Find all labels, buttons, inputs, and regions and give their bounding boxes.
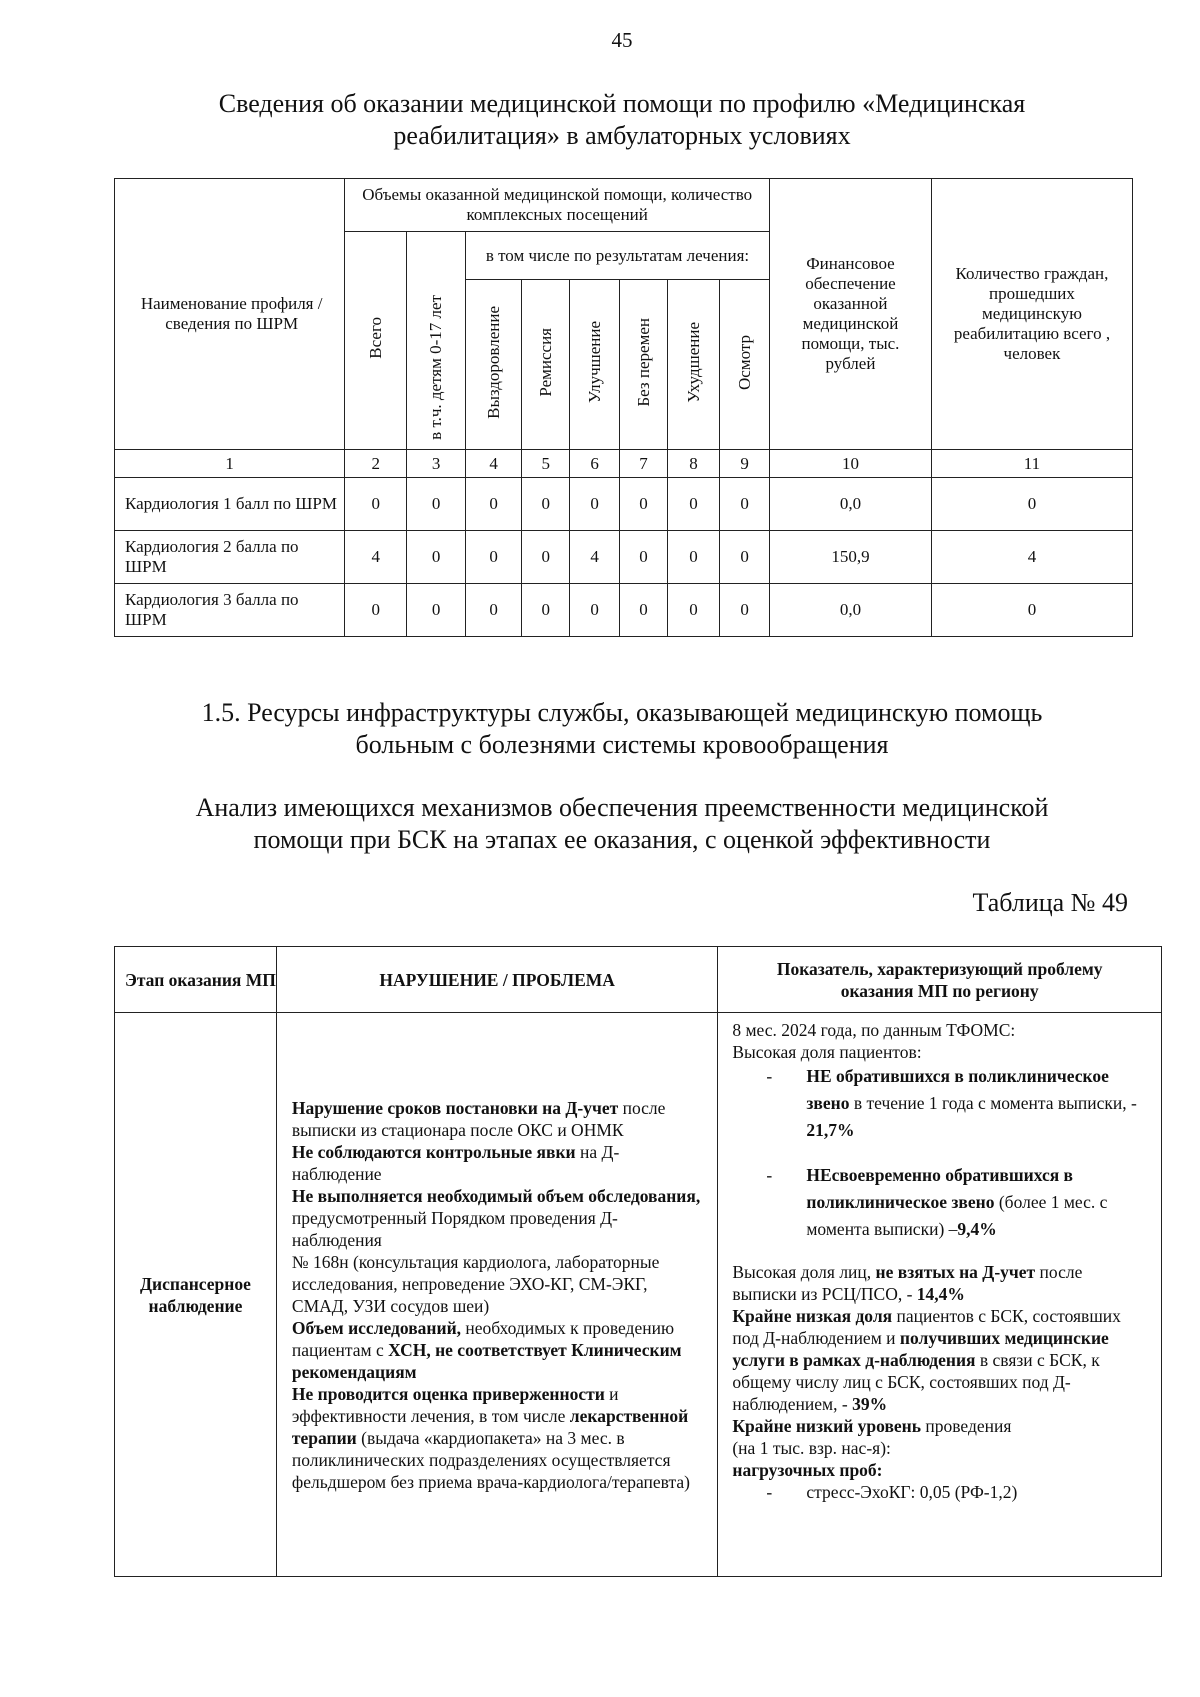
cell: 0	[465, 584, 521, 637]
column-number: 1	[115, 450, 345, 478]
cell: 0	[345, 584, 407, 637]
table-number: Таблица № 49	[972, 888, 1128, 917]
cell: 0	[720, 584, 770, 637]
cell: 0	[522, 531, 570, 584]
table-row	[115, 531, 1133, 584]
column-number: 4	[465, 450, 521, 478]
indicator-statement: (на 1 тыс. взр. нас-я):	[732, 1438, 891, 1458]
column-number: 6	[570, 450, 620, 478]
header-stage: Этап оказания МП	[115, 947, 277, 1013]
section-heading-rehab	[0, 88, 1200, 152]
header-worsening: Ухудшение	[667, 280, 719, 450]
cell: 0	[667, 584, 719, 637]
row-name: Кардиология 1 балл по ШРМ	[115, 478, 345, 531]
cell: 0	[620, 478, 668, 531]
table-row	[115, 478, 1133, 531]
problem-item: Не выполняется необходимый объем обследования, предусмотренный Порядком проведения Д-наблюдения	[291, 1185, 701, 1250]
cell: 0	[570, 478, 620, 531]
column-number-row	[115, 450, 1133, 478]
indicator-bullet: - НЕсвоевременно обратившихся в поликлиническое звено (более 1 мес. с момента выписки) –9,4%	[766, 1165, 1108, 1239]
problem-item: № 168н (консультация кардиолога, лабораторные исследования, непроведение ЭХО-КГ, СМ-ЭКГ, СМАД, УЗИ сосудов шеи)	[291, 1251, 660, 1316]
continuity-table	[114, 946, 1162, 1577]
cell: 0	[407, 531, 466, 584]
cell: 0	[522, 478, 570, 531]
header-remission: Ремиссия	[522, 280, 570, 450]
cell: 0	[407, 584, 466, 637]
header-finance: Финансовое обеспечение оказанной медицинской помощи, тыс. рублей	[770, 179, 932, 450]
column-number: 3	[407, 450, 466, 478]
stage-cell: Диспансерное наблюдение	[115, 1013, 277, 1577]
indicator-cell	[718, 1013, 1162, 1577]
section-heading-analysis	[0, 792, 1200, 856]
indicator-statement: Крайне низкая доля пациентов с БСК, состоявших под Д-наблюдением и получивших медицинские услуги в рамках д-наблюдения в связи с БСК, к общему числу лиц с БСК, состоявших под Д-наблюдением, - 39%	[732, 1306, 1121, 1414]
cell: 4	[931, 531, 1132, 584]
cell: 0	[620, 584, 668, 637]
problem-item: Не соблюдаются контрольные явки на Д-наблюдение	[291, 1141, 620, 1184]
column-number: 10	[770, 450, 932, 478]
cell: 0	[345, 478, 407, 531]
heading-line: помощи при БСК на этапах ее оказания, с оценкой эффективности	[253, 825, 991, 854]
cell: 0,0	[770, 478, 932, 531]
header-no-change: Без перемен	[620, 280, 668, 450]
cell: 0	[931, 478, 1132, 531]
heading-line: Сведения об оказании медицинской помощи по профилю «Медицинская	[218, 89, 1026, 118]
column-number: 9	[720, 450, 770, 478]
page-number: 45	[611, 28, 633, 52]
indicator-statement: нагрузочных проб:	[732, 1460, 883, 1480]
cell: 0	[465, 478, 521, 531]
cell: 0	[720, 478, 770, 531]
indicator-intro: 8 мес. 2024 года, по данным ТФОМС:	[732, 1020, 1016, 1040]
column-number: 2	[345, 450, 407, 478]
cell: 0,0	[770, 584, 932, 637]
header-volumes: Объемы оказанной медицинской помощи, количество комплексных посещений	[345, 179, 770, 232]
cell: 0	[667, 531, 719, 584]
cell: 0	[667, 478, 719, 531]
header-indicator: Показатель, характеризующий проблему оказания МП по региону	[718, 947, 1162, 1013]
problem-item: Не проводится оценка приверженности и эффективности лечения, в том числе лекарственной терапии (выдача «кардиопакета» на 3 мес. в поликлинических подразделениях осуществляется фельдшером без приема врача-кардиолога/терапевта)	[291, 1383, 690, 1492]
cell: 150,9	[770, 531, 932, 584]
indicator-statement: Крайне низкий уровень проведения	[732, 1416, 1012, 1436]
indicator-bullet: - стресс-ЭхоКГ: 0,05 (РФ-1,2)	[766, 1482, 1018, 1502]
header-profile-name: Наименование профиля / сведения по ШРМ	[115, 179, 345, 450]
heading-line: 1.5. Ресурсы инфраструктуры службы, оказывающей медицинскую помощь	[201, 698, 1043, 727]
problem-cell	[276, 1013, 717, 1577]
cell: 0	[931, 584, 1132, 637]
table-row	[115, 584, 1133, 637]
header-children: в т.ч. детям 0-17 лет	[407, 232, 466, 450]
heading-line: реабилитация» в амбулаторных условиях	[393, 121, 851, 150]
row-name: Кардиология 3 балла по ШРМ	[115, 584, 345, 637]
rehab-table	[114, 178, 1133, 637]
header-citizens: Количество граждан, прошедших медицинскую реабилитацию всего , человек	[931, 179, 1132, 450]
heading-line: больным с болезнями системы кровообращения	[355, 730, 889, 759]
cell: 0	[720, 531, 770, 584]
column-number: 7	[620, 450, 668, 478]
cell: 0	[620, 531, 668, 584]
cell: 0	[465, 531, 521, 584]
header-exam: Осмотр	[720, 280, 770, 450]
cell: 0	[522, 584, 570, 637]
section-heading-infrastructure	[0, 697, 1200, 761]
heading-line: Анализ имеющихся механизмов обеспечения преемственности медицинской	[195, 793, 1049, 822]
cell: 4	[570, 531, 620, 584]
header-recovery: Выздоровление	[465, 280, 521, 450]
header-improvement: Улучшение	[570, 280, 620, 450]
column-number: 11	[931, 450, 1132, 478]
cell: 0	[570, 584, 620, 637]
cell: 0	[407, 478, 466, 531]
indicator-bullet: - НЕ обратившихся в поликлиническое звено в течение 1 года с момента выписки, - 21,7%	[766, 1066, 1137, 1140]
column-number: 8	[667, 450, 719, 478]
header-by-results: в том числе по результатам лечения:	[465, 232, 769, 280]
column-number: 5	[522, 450, 570, 478]
cell: 4	[345, 531, 407, 584]
problem-item: Объем исследований, необходимых к проведению пациентам с ХСН, не соответствует Клиническим рекомендациям	[291, 1317, 682, 1382]
indicator-intro: Высокая доля пациентов:	[732, 1042, 922, 1062]
problem-item: Нарушение сроков постановки на Д-учет после выписки из стационара после ОКС и ОНМК	[291, 1097, 666, 1140]
header-problem: НАРУШЕНИЕ / ПРОБЛЕМА	[276, 947, 717, 1013]
header-total: Всего	[345, 232, 407, 450]
row-name: Кардиология 2 балла по ШРМ	[115, 531, 345, 584]
indicator-statement: Высокая доля лиц, не взятых на Д-учет после выписки из РСЦ/ПСО, - 14,4%	[732, 1262, 1083, 1304]
